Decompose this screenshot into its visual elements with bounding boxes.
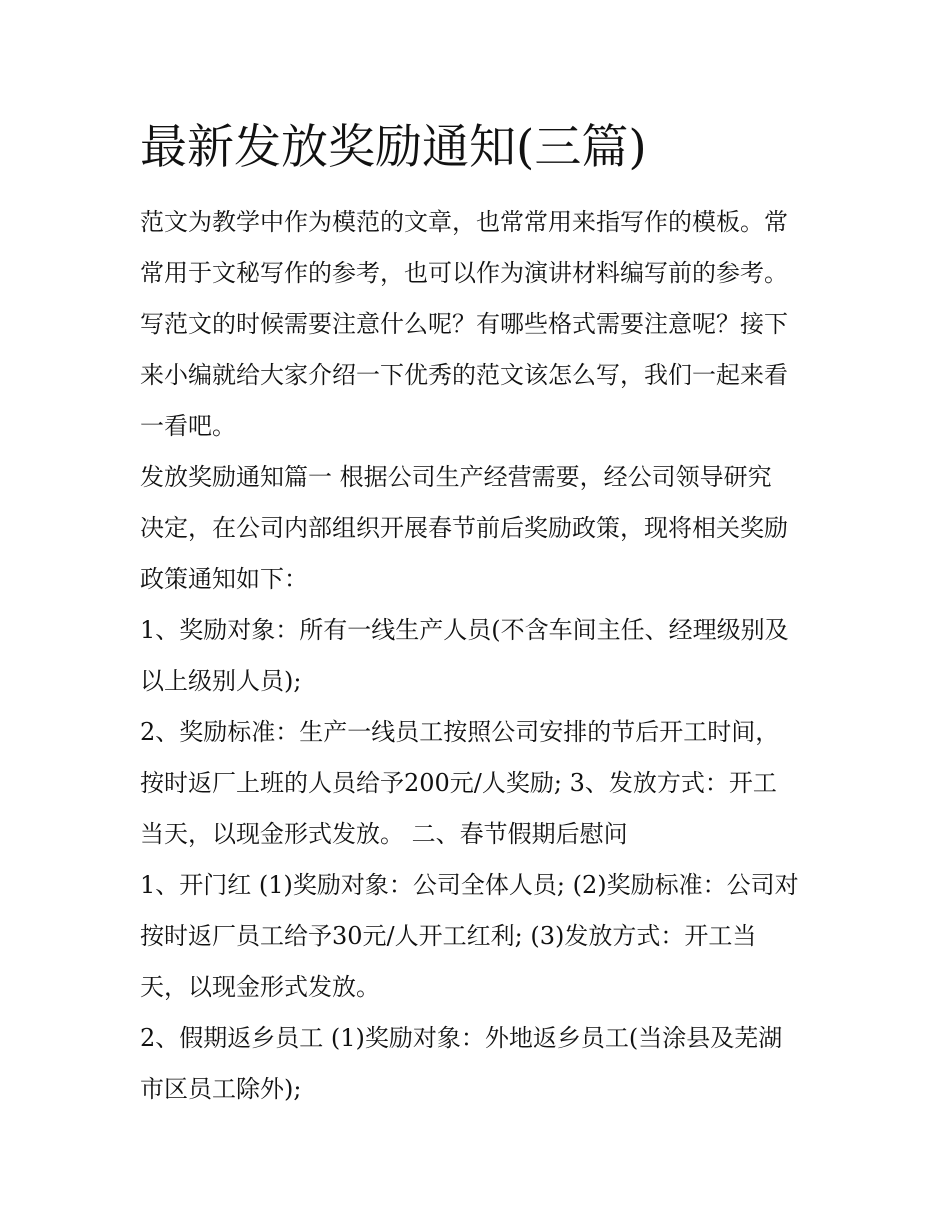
body-line: 以上级别人员); — [140, 667, 302, 695]
body-line: 常用于文秘写作的参考，也可以作为演讲材料编写前的参考。 — [140, 259, 788, 287]
body-line: 天，以现金形式发放。 — [140, 973, 380, 1001]
body-line: 决定，在公司内部组织开展春节前后奖励政策，现将相关奖励 — [140, 514, 788, 542]
body-line: 1、开门红 (1)奖励对象：公司全体人员; (2)奖励标准：公司对 — [140, 871, 799, 899]
body-line: 当天，以现金形式发放。 二、春节假期后慰问 — [140, 820, 628, 848]
body-line: 市区员工除外); — [140, 1075, 302, 1103]
body-line: 发放奖励通知篇一 根据公司生产经营需要，经公司领导研究 — [140, 463, 772, 491]
body-line: 范文为教学中作为模范的文章，也常常用来指写作的模板。常 — [140, 208, 788, 236]
body-line: 2、假期返乡员工 (1)奖励对象：外地返乡员工(当涂县及芜湖 — [140, 1024, 783, 1052]
document-title: 最新发放奖励通知(三篇) — [140, 120, 647, 175]
body-line: 1、奖励对象：所有一线生产人员(不含车间主任、经理级别及 — [140, 616, 789, 644]
body-line: 写范文的时候需要注意什么呢？有哪些格式需要注意呢？接下 — [140, 310, 788, 338]
body-line: 按时返厂员工给予30元/人开工红利; (3)发放方式：开工当 — [140, 922, 757, 950]
body-line: 来小编就给大家介绍一下优秀的范文该怎么写，我们一起来看 — [140, 361, 788, 389]
body-line: 2、奖励标准：生产一线员工按照公司安排的节后开工时间， — [140, 718, 780, 746]
body-line: 政策通知如下： — [140, 565, 308, 593]
body-line: 按时返厂上班的人员给予200元/人奖励; 3、发放方式：开工 — [140, 769, 777, 797]
body-line: 一看吧。 — [140, 412, 236, 440]
